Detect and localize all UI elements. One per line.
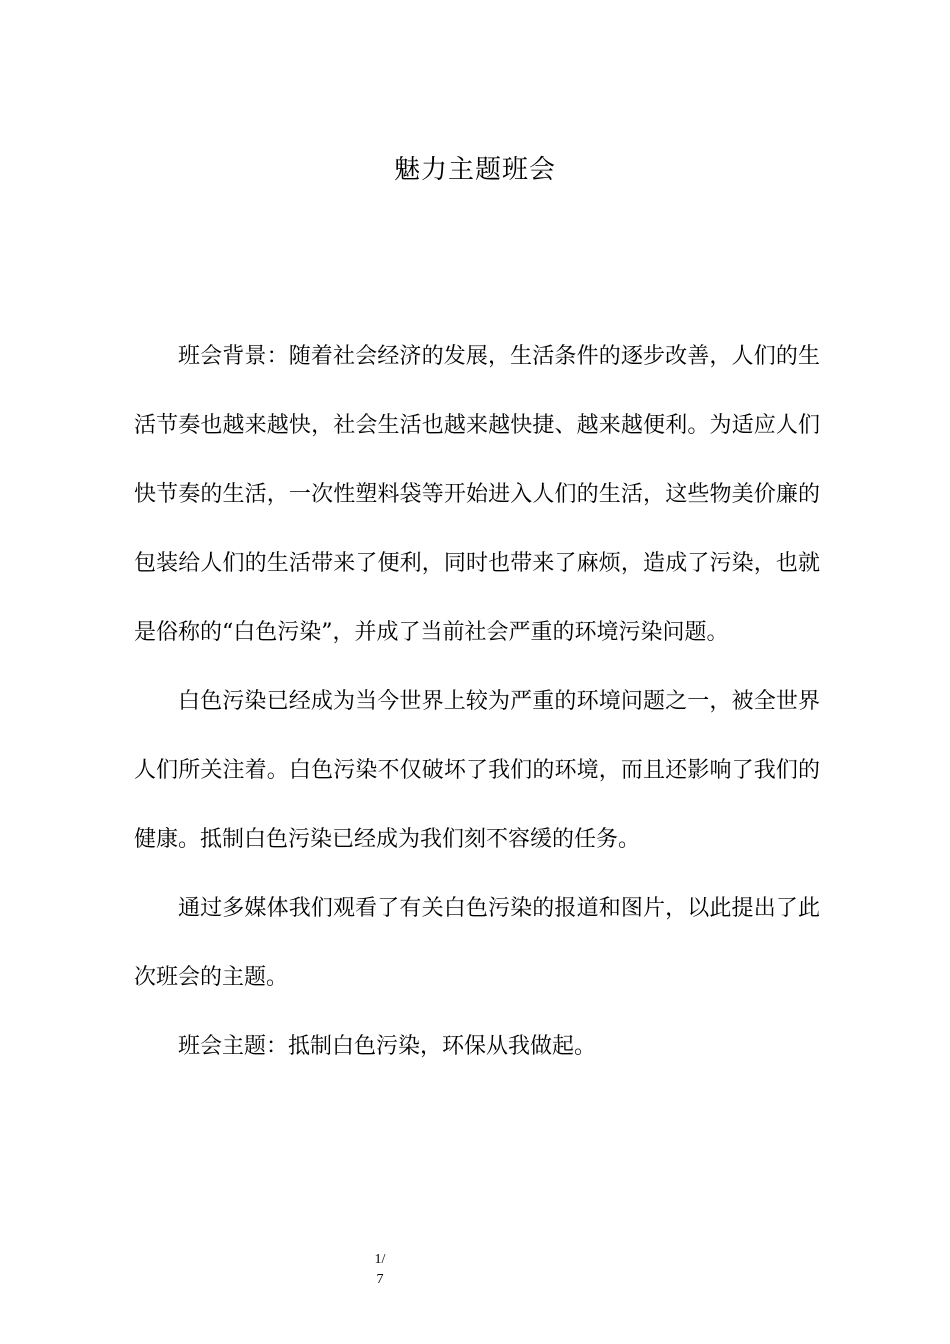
- paragraph-theme: 班会主题：抵制白色污染，环保从我做起。: [178, 1034, 597, 1059]
- paragraph-background: 班会背景：随着社会经济的发展，生活条件的逐步改善，人们的生活节奏也越来越快，社会生活也越来越快捷、越来越便利。为适应人们快节奏的生活，一次性塑料袋等开始进入人们的生活，这些物美价廉的包装给人们的生活带来了便利，同时也带来了麻烦，造成了污染，也就是俗称的“白色污染”，并成了当前社会严重的环境污染问题。: [134, 344, 820, 645]
- page-number-current: 1/: [374, 1252, 386, 1267]
- document-title: 魅力主题班会: [393, 155, 556, 185]
- page-number-total: 7: [376, 1272, 384, 1287]
- document-body: [134, 322, 820, 1081]
- paragraph-white-pollution: 白色污染已经成为当今世界上较为严重的环境问题之一，被全世界人们所关注着。白色污染不仅破坏了我们的环境，而且还影响了我们的健康。抵制白色污染已经成为我们刻不容缓的任务。: [134, 689, 820, 852]
- paragraph-multimedia: 通过多媒体我们观看了有关白色污染的报道和图片，以此提出了此次班会的主题。: [134, 896, 820, 990]
- page-number: [360, 1250, 400, 1290]
